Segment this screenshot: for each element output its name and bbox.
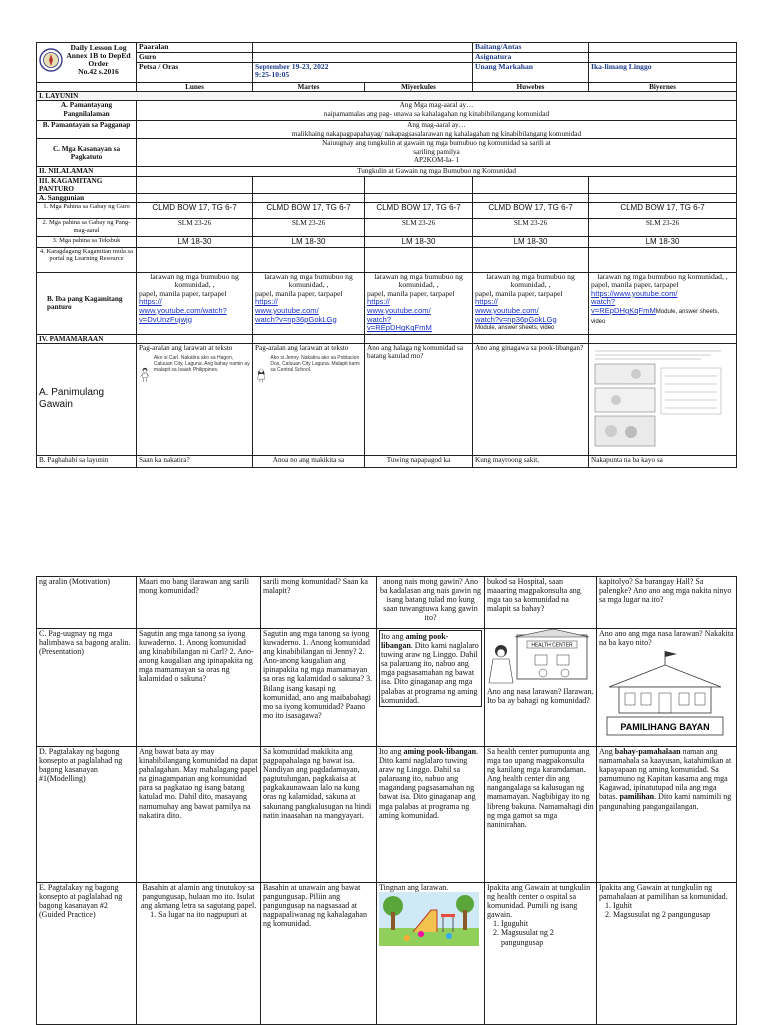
motivation-huwebes: bukod sa Hospital, saan maaaring magpakonsulta ang mga tao sa komunidad na malapit sa bahay? bbox=[485, 577, 597, 629]
sanggunian-blank-3 bbox=[365, 194, 473, 203]
karagdagang-blank-1 bbox=[137, 247, 253, 272]
dll-table-2 bbox=[36, 576, 737, 1025]
kagamitan-blank-1 bbox=[137, 176, 253, 193]
day-biyernes: Biyernes bbox=[589, 83, 737, 92]
iba-lunes bbox=[137, 272, 253, 334]
motivation-lunes: Maari mo bang ilarawan ang sarili mong komunidad? bbox=[137, 577, 261, 629]
carl-caption: Ako si Carl. Nakatira ako sa Hagon, Caluuan City, Laguna. Ang bahay namin ay malapit sa Isaiah Philippines. bbox=[151, 355, 250, 395]
asignatura-value bbox=[589, 53, 737, 63]
guided-miyerkules bbox=[377, 883, 485, 1025]
sanggunian-blank-2 bbox=[253, 194, 365, 203]
boy-illustration bbox=[139, 355, 151, 395]
presentation-martes: Sagutin ang mga tanong sa iyong kuwaderno. 1. Anong komunidad ang kinabibilangan ni Jenny? 2. Ano-anong kaugalian ang ipinapakita ng mga mamamayan sa oras ng kalamidad o sakuna? 3. Bilang isang kasapi ng komunidad, ano ang maibabahagi mo sa iyong komunidad? Paano mo ito isasagawa? bbox=[261, 629, 377, 747]
pamamaraan-blank-1 bbox=[137, 334, 253, 343]
iba-huwebes-link-2[interactable]: www.youtube.com/ bbox=[475, 307, 586, 316]
gabay-guro-huwebes: CLMD BOW 17, TG 6-7 bbox=[473, 203, 589, 219]
panimulang-biyernes bbox=[589, 343, 737, 455]
sanggunian-blank-4 bbox=[473, 194, 589, 203]
dll-page-2 bbox=[0, 576, 768, 1024]
health-center-question: Ano ang nasa larawan? Ilarawan. Ito ba ay bahagi ng komunidad? bbox=[487, 687, 594, 705]
markahan-label: Unang Markahan bbox=[473, 63, 589, 83]
dll-table-1 bbox=[36, 42, 737, 468]
iba-huwebes-link-3[interactable]: watch?v=np36pGokLGg bbox=[475, 316, 586, 325]
gabay-mag-aaral-label: 2. Mga pahina sa Gabay ng Pang-mag-aaral bbox=[37, 219, 137, 236]
header-row-1 bbox=[37, 43, 737, 53]
pook-libangan-box bbox=[379, 630, 482, 707]
iba-miyerkules-link-1[interactable]: https:// bbox=[367, 298, 470, 307]
day-miyerkules: Miyerkules bbox=[365, 83, 473, 92]
kasanayan-value bbox=[137, 139, 737, 167]
guided-lunes: Basahin at alamin ang tinutukoy sa pangungusap, hulaan mo ito. Isulat ang akmang letra sa sagutang papel. 1. Sa lugar na ito nagpupuri at bbox=[137, 883, 261, 1025]
iba-biyernes-link-3[interactable]: v=REpDHgKqFmM bbox=[591, 306, 656, 315]
iba-miyerkules-link-2[interactable]: www.youtube.com/ bbox=[367, 307, 470, 316]
modelling-wed-c: . Dito kami naglalaro tuwing araw ng Linggo. Dahil sa palaruang ito, nabuo ang magandang pagsasamahan ng bawat isa. Dito ginaganap ang mga palabas at programa ng aming komunidad. bbox=[379, 747, 478, 820]
sanggunian-row bbox=[37, 194, 737, 203]
gabay-guro-label: 1. Mga Pahina sa Gabay ng Guro bbox=[37, 203, 137, 219]
kasanayan-label: C. Mga Kasanayan sa Pagkatuto bbox=[37, 139, 137, 167]
linggo-label: Ika-limang Linggo bbox=[589, 63, 737, 83]
paghahabi-lunes: Saan ka nakatira? bbox=[137, 455, 253, 467]
kagamitan-blank-3 bbox=[365, 176, 473, 193]
paghahabi-miyerkules: Tuwing napapagod ka bbox=[365, 455, 473, 467]
modelling-biyernes bbox=[597, 747, 737, 883]
iba-martes-materials: papel, manila paper, tarpapel bbox=[255, 290, 362, 299]
iba-lunes-link-1[interactable]: https:// bbox=[139, 298, 250, 307]
dll-title: Daily Lesson Log bbox=[63, 44, 134, 52]
pamamaraan-heading-row bbox=[37, 334, 737, 343]
kasanayan-line-1: Naiuugnay ang tungkulin at gawain ng mga bumubuo ng komunidad sa sarili at bbox=[139, 139, 734, 147]
modelling-wed-b: aming pook-libangan bbox=[403, 747, 476, 756]
kasanayan-code: AP2KOM-Ia- 1 bbox=[139, 156, 734, 164]
iba-lunes-link-3[interactable]: v=DvUnzFujwjg bbox=[139, 316, 250, 325]
modelling-wed-a: Ito ang bbox=[379, 747, 401, 756]
karagdagang-blank-4 bbox=[473, 247, 589, 272]
guided-fri-list bbox=[599, 901, 734, 919]
iba-biyernes-text: larawan ng mga bumubuo ng komunidad, , bbox=[591, 273, 734, 282]
modelling-fri-b: bahay-pamahalaan bbox=[615, 747, 681, 756]
kagamitan-blank-2 bbox=[253, 176, 365, 193]
pamamaraan-heading: IV. PAMAMARAAN bbox=[37, 334, 137, 343]
kasanayan-line-2: sariling pamilya bbox=[139, 148, 734, 156]
iba-biyernes-link-1[interactable]: https://www.youtube.com/ bbox=[591, 290, 734, 299]
modelling-miyerkules bbox=[377, 747, 485, 883]
nilalaman-heading: II. NILALAMAN bbox=[37, 167, 137, 176]
pamamaraan-blank-5 bbox=[589, 334, 737, 343]
slm-biyernes: SLM 23-26 bbox=[589, 219, 737, 236]
paaralan-value bbox=[253, 43, 473, 53]
karagdagang-blank-3 bbox=[365, 247, 473, 272]
lm-martes: LM 18-30 bbox=[253, 236, 365, 247]
iba-biyernes-module: Module, answer sheets, video bbox=[591, 309, 719, 325]
iba-miyerkules-link-4[interactable]: v=REpDHgKqFmM bbox=[367, 324, 470, 333]
modelling-huwebes: Sa health center pumupunta ang mga tao upang magpakonsulta ng kanilang mga karamdaman. Ang health center din ang nangangalaga sa kalusugan ng mamamayan. Nagbibigay ito ng libreng bakuna. Namamahagi din ng mga gamot sa mga naninirahan. bbox=[485, 747, 597, 883]
lm-lunes: LM 18-30 bbox=[137, 236, 253, 247]
modelling-row bbox=[37, 747, 737, 883]
petsa-label: Petsa / Oras bbox=[137, 63, 253, 83]
paghahabi-row bbox=[37, 455, 737, 467]
iba-martes-text: larawan ng mga bumubuo ng komunidad, , bbox=[255, 273, 362, 290]
guided-fri-item-2: 2. Magsusulat ng 2 pangungusap bbox=[613, 910, 734, 919]
motivation-row bbox=[37, 577, 737, 629]
playground-image bbox=[379, 892, 479, 946]
karagdagang-blank-5 bbox=[589, 247, 737, 272]
pamantayang-pangnilalaman-value bbox=[137, 101, 737, 121]
sanggunian-blank-1 bbox=[137, 194, 253, 203]
panimulang-lunes-text: Pag-aralan ang larawan at teksto bbox=[139, 344, 250, 352]
paaralan-label: Paaralan bbox=[137, 43, 253, 53]
panimulang-martes-text: Pag-aralan ang larawan at teksto bbox=[255, 344, 362, 352]
guided-thu-item-2: 2. Magsusulat ng 2 pangungusap bbox=[501, 928, 594, 946]
day-lunes: Lunes bbox=[137, 83, 253, 92]
karagdagang-row bbox=[37, 247, 737, 272]
paghahabi-label: B. Paghahabi sa layunin bbox=[37, 455, 137, 467]
guided-wed-text: Tingnan ang larawan. bbox=[379, 883, 482, 892]
kagamitan-blank-5 bbox=[589, 176, 737, 193]
petsa-date: September 19-23, 2022 bbox=[255, 63, 470, 71]
presentation-miyerkules bbox=[377, 629, 485, 747]
motivation-label: ng aralin (Motivation) bbox=[37, 577, 137, 629]
slm-huwebes: SLM 23-26 bbox=[473, 219, 589, 236]
pook-text-a: Ito ang bbox=[381, 632, 403, 641]
header-logo-cell bbox=[37, 43, 137, 83]
presentation-huwebes bbox=[485, 629, 597, 747]
panimulang-lunes bbox=[137, 343, 253, 455]
pamilihan-image bbox=[599, 647, 731, 743]
pamilihan-sign: PAMILIHANG BAYAN bbox=[620, 722, 709, 732]
kagamitan-blank-4 bbox=[473, 176, 589, 193]
iba-biyernes-materials: papel, manila paper, tarpapel bbox=[591, 281, 734, 290]
guro-value bbox=[253, 53, 473, 63]
slm-miyerkules: SLM 23-26 bbox=[365, 219, 473, 236]
day-huwebes: Huwebes bbox=[473, 83, 589, 92]
iba-martes bbox=[253, 272, 365, 334]
pagganap-line-1: Ang mag-aaral ay… bbox=[139, 121, 734, 129]
presentation-row bbox=[37, 629, 737, 747]
modelling-fri-d: pamilihan bbox=[619, 792, 654, 801]
iba-huwebes-materials: papel, manila paper, tarpapel bbox=[475, 290, 586, 299]
layunin-heading-row bbox=[37, 92, 737, 101]
karagdagang-blank-2 bbox=[253, 247, 365, 272]
nilalaman-row bbox=[37, 167, 737, 176]
lm-miyerkules: LM 18-30 bbox=[365, 236, 473, 247]
lm-huwebes: LM 18-30 bbox=[473, 236, 589, 247]
modelling-fri-c: naman ang namamahala sa kaayusan, katahimikan at kapayapaan ng aming komunidad. Sa pamumuno ng Kapitan kasama ang mga Kagawad, ipinatutupad nila ang mga batas. bbox=[599, 747, 731, 801]
pamilihan-question: Ano ano ang mga nasa larawan? Nakakita na ba kayo nito? bbox=[599, 629, 734, 647]
motivation-biyernes: kapitolyo? Sa barangay Hall? Sa palengke? Ano ano ang mga nakita ninyo sa mga lugar na ito? bbox=[597, 577, 737, 629]
guided-fri-item-1: 1. Iguhit bbox=[613, 901, 734, 910]
iba-lunes-link-2[interactable]: www.youtube.com/watch? bbox=[139, 307, 250, 316]
panimulang-gawain-label: A. Panimulang Gawain bbox=[37, 343, 137, 455]
worksheet-image bbox=[591, 346, 731, 450]
gabay-guro-martes: CLMD BOW 17, TG 6-7 bbox=[253, 203, 365, 219]
guided-huwebes bbox=[485, 883, 597, 1025]
guided-practice-label: E. Pagtalakay ng bagong konsepto at paglalahad ng bagong kasanayan #2 (Guided Practice) bbox=[37, 883, 137, 1025]
deped-seal-icon bbox=[39, 48, 63, 72]
pagganap-line-2: malikhaing nakapagpapahayag/ nakapagsasalarawan ng kahalagahan ng kinabibilangang komunidad bbox=[139, 130, 734, 138]
guided-fri-text: Ipakita ang Gawain at tungkulin ng pamahalaan at pamilihan sa komunidad. bbox=[599, 883, 734, 901]
guided-martes: Basahin at unawain ang bawat pangungusap. Piliin ang pangungusap na nagsasaad at nagpapaliwanag ng kahalagahan ng komunidad. bbox=[261, 883, 377, 1025]
kagamitan-heading-row bbox=[37, 176, 737, 193]
gabay-guro-row bbox=[37, 203, 737, 219]
jenny-caption: Ako si Jenny. Nakatira ako sa Poblacion Dos, Caluuan City Laguna. Malapit kami sa Central School. bbox=[267, 355, 362, 395]
teksbuk-label: 3. Mga pahina sa Teksbuk bbox=[37, 236, 137, 247]
guided-biyernes bbox=[597, 883, 737, 1025]
guided-thu-text: Ipakita ang Gawain at tungkulin ng health center o ospital sa komunidad. Pumili ng isang gawain. bbox=[487, 883, 594, 919]
slm-martes: SLM 23-26 bbox=[253, 219, 365, 236]
teksbuk-row bbox=[37, 236, 737, 247]
baitang-label: Baitang/Antas bbox=[473, 43, 589, 53]
slm-lunes: SLM 23-26 bbox=[137, 219, 253, 236]
gabay-guro-biyernes: CLMD BOW 17, TG 6-7 bbox=[589, 203, 737, 219]
petsa-time: 9:25-10:05 bbox=[255, 71, 470, 79]
pamamaraan-blank-3 bbox=[365, 334, 473, 343]
modelling-martes: Sa komunidad makikita ang pagpapahalaga ng bawat isa. Nandiyan ang pagdadamayan, pagtutulungan, pagkakaisa at pagkakaunawaan lalo na kung oras ng kalamidad, sakuna at sakunang pangkalusugan na hindi natin inaasahan na mangyayari. bbox=[261, 747, 377, 883]
iba-huwebes-module: Module, answer sheets, video bbox=[475, 324, 586, 333]
pamantayan-pagganap-label: B. Pamantayan sa Pagganap bbox=[37, 121, 137, 139]
kagamitan-heading: III. KAGAMITANG PANTURO bbox=[37, 176, 137, 193]
iba-lunes-text: larawan ng mga bumubuo ng komunidad, , bbox=[139, 273, 250, 290]
panimulang-miyerkules: Ano ang halaga ng komunidad sa batang katulad mo? bbox=[365, 343, 473, 455]
baitang-value bbox=[589, 43, 737, 53]
nilalaman-value: Tungkulin at Gawain ng mga Bumubuo ng Komunidad bbox=[137, 167, 737, 176]
iba-miyerkules bbox=[365, 272, 473, 334]
guided-thu-item-1: 1. Iguguhit bbox=[501, 919, 594, 928]
guro-label: Guro bbox=[137, 53, 253, 63]
panimulang-martes bbox=[253, 343, 365, 455]
modelling-fri-e: . Dito kami namimili ng pangunahing pangangailangan. bbox=[599, 792, 731, 810]
iba-pang-kagamitan-row bbox=[37, 272, 737, 334]
lm-biyernes: LM 18-30 bbox=[589, 236, 737, 247]
pamantayang-line-2: naipamamalas ang pag- unawa sa kahalagahan ng kinabibilangang komunidad bbox=[139, 110, 734, 118]
asignatura-label: Asignatura bbox=[473, 53, 589, 63]
dll-annex: Annex 1B to DepEd Order bbox=[63, 52, 134, 68]
iba-huwebes bbox=[473, 272, 589, 334]
iba-lunes-materials: papel, manila paper, tarpapel bbox=[139, 290, 250, 299]
iba-miyerkules-link-3[interactable]: watch? bbox=[367, 316, 470, 325]
iba-martes-link-1[interactable]: https:// bbox=[255, 298, 362, 307]
pook-text-c: . Dito kami naglalaro tuwing araw ng Linggo. Dahil sa palaruang ito, nabuo ang mga pagsasamahan ng bawat isa. Dito ginaganap ang mga palabas at programa ng aming komunidad. bbox=[381, 641, 479, 705]
presentation-lunes: Sagutin ang mga tanong sa iyong kuwaderno. 1. Anong komunidad ang kinabibilangan ni Carl? 2. Ano-anong kaugalian ang ipinapakita ng mga mamamayan sa oras ng kalamidad o sakuna? bbox=[137, 629, 261, 747]
gabay-guro-lunes: CLMD BOW 17, TG 6-7 bbox=[137, 203, 253, 219]
panimulang-huwebes: Ano ang ginagawa sa pook-libangan? bbox=[473, 343, 589, 455]
pamantayang-pangnilalaman-row bbox=[37, 101, 737, 121]
iba-biyernes bbox=[589, 272, 737, 334]
gabay-mag-aaral-row bbox=[37, 219, 737, 236]
iba-pang-kagamitan-label: B. Iba pang Kagamitang panturo bbox=[37, 272, 137, 334]
gabay-guro-miyerkules: CLMD BOW 17, TG 6-7 bbox=[365, 203, 473, 219]
motivation-miyerkules: anong nais mong gawin? Ano ba kadalasan ang nais gawin ng isang batang tulad mo kung saan tuwangtuwa kang gawin ito? bbox=[377, 577, 485, 629]
iba-biyernes-link-2[interactable]: watch? bbox=[591, 298, 734, 307]
pamantayang-line-1: Ang Mga mag-aaral ay… bbox=[139, 101, 734, 109]
petsa-value bbox=[253, 63, 473, 83]
sanggunian-label: A. Sanggunian bbox=[37, 194, 137, 203]
health-center-sign: HEALTH CENTER bbox=[531, 643, 573, 649]
modelling-fri-a: Ang bbox=[599, 747, 613, 756]
iba-martes-link-2[interactable]: www.youtube.com/ bbox=[255, 307, 362, 316]
sanggunian-blank-5 bbox=[589, 194, 737, 203]
pook-text-b: aming pook-libangan bbox=[381, 632, 448, 650]
pamamaraan-blank-2 bbox=[253, 334, 365, 343]
karagdagang-label: 4. Karagdagang Kagamitan mula sa portal ng Learning Resource bbox=[37, 247, 137, 272]
pamantayang-pangnilalaman-label: A. Pamantayang Pangnilalaman bbox=[37, 101, 137, 121]
kasanayan-row bbox=[37, 139, 737, 167]
day-martes: Martes bbox=[253, 83, 365, 92]
guided-thu-list bbox=[487, 919, 594, 946]
pamantayan-pagganap-value bbox=[137, 121, 737, 139]
iba-miyerkules-materials: papel, manila paper, tarpapel bbox=[367, 290, 470, 299]
pamamaraan-blank-4 bbox=[473, 334, 589, 343]
header-row-3 bbox=[37, 63, 737, 83]
paghahabi-huwebes: Kung mayroong sakit, bbox=[473, 455, 589, 467]
iba-miyerkules-text: larawan ng mga bumubuo ng komunidad, , bbox=[367, 273, 470, 290]
presentation-label: C. Pag-uugnay ng mga halimbawa sa bagong aralin.(Presentation) bbox=[37, 629, 137, 747]
paghahabi-biyernes: Nakapunta na ba kayo sa bbox=[589, 455, 737, 467]
days-row bbox=[37, 83, 737, 92]
layunin-heading: I. LAYUNIN bbox=[37, 92, 737, 101]
health-center-image bbox=[487, 629, 593, 685]
paghahabi-martes: Anoa no ang makikita sa bbox=[253, 455, 365, 467]
iba-huwebes-link-1[interactable]: https:// bbox=[475, 298, 586, 307]
pamantayan-pagganap-row bbox=[37, 121, 737, 139]
header-row-2 bbox=[37, 53, 737, 63]
dll-order-no: No.42 s.2016 bbox=[63, 68, 134, 76]
modelling-label: D. Pagtalakay ng bagong konsepto at paglalahad ng bagong kasanayan #1(Modelling) bbox=[37, 747, 137, 883]
girl-illustration bbox=[255, 355, 267, 395]
guided-practice-row bbox=[37, 883, 737, 1025]
iba-martes-link-3[interactable]: watch?v=np36pGokLGg bbox=[255, 316, 362, 325]
iba-huwebes-text: larawan ng mga bumubuo ng komunidad, , bbox=[475, 273, 586, 290]
panimulang-gawain-row bbox=[37, 343, 737, 455]
presentation-biyernes bbox=[597, 629, 737, 747]
modelling-lunes: Ang bawat bata ay may kinabibilangang komunidad na dapat pahalagahan. May mahalagang papel na ginagampanan ang komunidad para sa pagkatao ng isang batang katulad mo. Dahil dito, masayang namumuhay ang bawat pamilya na nakatira dito. bbox=[137, 747, 261, 883]
motivation-martes: sarili mong komunidad? Saan ka malapit? bbox=[261, 577, 377, 629]
days-row-blank bbox=[37, 83, 137, 92]
